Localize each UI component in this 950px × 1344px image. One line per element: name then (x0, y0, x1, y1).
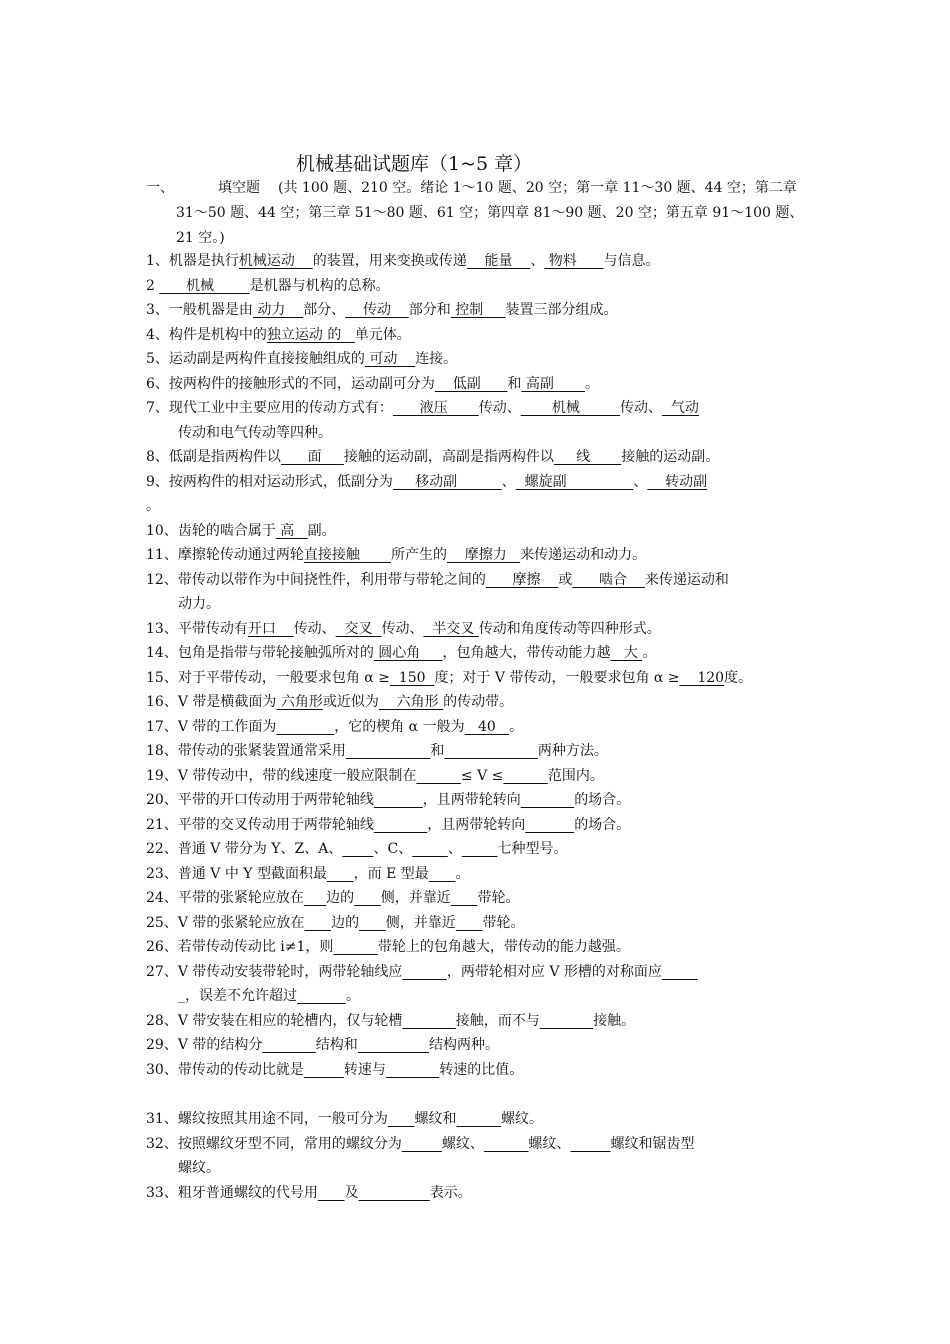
answer-blank (444, 743, 537, 759)
question-text: 表示。 (429, 1184, 472, 1201)
question-text: 11、摩擦轮传动通过两轮 (146, 547, 304, 563)
answer-blank (570, 1136, 610, 1152)
question-text: 7、现代工业中主要应用的传动方式有： (146, 400, 393, 416)
question-text: 5、运动副是两构件直接接触组成的 (146, 351, 365, 367)
question-text: 。 (642, 645, 657, 661)
question-text: 和 (507, 375, 522, 392)
question-text: 4、构件是机构中的 (146, 326, 267, 343)
question-text: 19、V 带传动中，带的线速度一般应限制在 (146, 767, 417, 784)
answer-blank: 可动 (364, 351, 416, 367)
answer-blank (297, 988, 346, 1004)
answer-blank (374, 817, 427, 833)
question-text: 传动、 (293, 620, 336, 637)
question-item (146, 372, 826, 397)
question-text: 螺纹、 (441, 1135, 484, 1152)
question-continuation (146, 494, 826, 519)
question-text: 、 (530, 253, 545, 269)
question-item (146, 347, 826, 372)
answer-blank: 转动副 (647, 473, 708, 490)
question-text: 3、一般机器是由 (146, 302, 253, 318)
answer-blank: 高副 (521, 375, 586, 392)
answer-blank (318, 1185, 345, 1201)
question-text: 转速的比值。 (439, 1061, 524, 1078)
section-header (146, 176, 826, 251)
question-item (146, 274, 826, 299)
question-text: 两种方法。 (537, 743, 608, 759)
answer-blank: 150 (389, 669, 435, 686)
answer-blank (374, 792, 423, 808)
answer-blank (402, 964, 447, 980)
answer-blank (304, 1062, 344, 1078)
answer-blank: 机械运动 (238, 253, 313, 269)
question-text: 。 (455, 865, 470, 882)
answer-blank: 动力 (252, 302, 304, 318)
question-item (146, 641, 826, 666)
question-text: 8、低副是指两构件以 (146, 449, 281, 465)
answer-blank: 半交叉 (423, 620, 479, 637)
answer-blank: 摩擦 (485, 571, 559, 588)
question-text: 带轮。 (477, 890, 520, 906)
section-number: 一、 (146, 180, 174, 196)
question-text: 、 (447, 841, 462, 857)
question-text: 接触。 (593, 1012, 636, 1029)
question-text: 或 (558, 571, 573, 588)
question-text: ，而 E 型最 (353, 865, 429, 882)
answer-blank (386, 1062, 439, 1078)
question-text: 22、普通 V 带分为 Y、Z、A、 (146, 841, 343, 857)
answer-blank: 传动 (345, 302, 409, 318)
answer-blank (388, 1111, 415, 1127)
question-item (146, 249, 826, 274)
question-continuation (146, 1156, 826, 1181)
section-line-1 (146, 176, 826, 201)
question-item (146, 1132, 826, 1157)
answer-blank (525, 817, 574, 833)
question-item (146, 764, 826, 789)
question-text: 24、平带的张紧轮应放在 (146, 890, 304, 906)
question-text: 的装置，用来变换或传递 (312, 253, 467, 269)
question-continuation (146, 984, 826, 1009)
question-text: 边的 (326, 890, 355, 906)
answer-blank (412, 841, 448, 857)
question-item (146, 666, 826, 691)
question-item (146, 788, 826, 813)
answer-blank (540, 1013, 593, 1029)
question-text: 单元体。 (354, 326, 411, 343)
question-item (146, 470, 826, 495)
question-text: 17、V 带的工作面为 (146, 718, 277, 735)
answer-blank: 高 (275, 522, 308, 539)
question-text: 28、V 带安装在相应的轮槽内，仅与轮槽 (146, 1012, 403, 1029)
question-item (146, 960, 826, 985)
question-item (146, 690, 826, 715)
question-text: 螺纹。 (178, 1160, 220, 1176)
question-text: 与信息。 (603, 253, 660, 269)
question-text: 33、粗牙普通螺纹的代号用 (146, 1184, 318, 1201)
question-item (146, 519, 826, 544)
question-text: 结构两种。 (428, 1037, 499, 1053)
question-item (146, 1058, 826, 1083)
section-description-3: 21 空。) (176, 230, 225, 246)
question-item (146, 323, 826, 348)
section-description-1: (共 100 题、210 空。绪论 1～10 题、20 空；第一章 11～30 题、44 空；第二章 (278, 180, 797, 196)
answer-blank: 直接接触 (303, 547, 391, 563)
question-text: 螺纹和锯齿型 (610, 1135, 695, 1152)
answer-blank: 物料 (544, 253, 604, 269)
question-text: ，包角越大，带传动能力越 (442, 645, 611, 661)
answer-blank: 移动副 (392, 473, 502, 490)
answer-blank (304, 915, 331, 931)
question-text: 31、螺纹按照其用途不同，一般可分为 (146, 1111, 388, 1127)
question-item (146, 886, 826, 911)
question-text: 30、带传动的传动比就是 (146, 1061, 304, 1078)
question-text: 的传动带。 (443, 694, 514, 710)
question-text: 9、按两构件的相对运动形式，低副分为 (146, 473, 393, 490)
question-text: ≤ V ≤ (460, 767, 504, 784)
question-text: 部分和 (408, 302, 451, 318)
answer-blank (262, 1037, 315, 1053)
question-text: 的场合。 (574, 816, 631, 833)
question-item (146, 396, 826, 421)
question-text: 接触，而不与 (455, 1012, 540, 1029)
question-text: 螺纹、 (528, 1135, 571, 1152)
question-text: 转速与 (343, 1061, 386, 1078)
question-item (146, 1107, 826, 1132)
question-item (146, 543, 826, 568)
question-text: 及 (344, 1184, 359, 1201)
answer-blank (358, 1037, 429, 1053)
answer-blank (346, 743, 431, 759)
question-text: 传动、 (381, 620, 424, 637)
question-text: 25、V 带的张紧轮应放在 (146, 914, 305, 931)
question-text: 13、平带传动有 (146, 620, 248, 637)
answer-blank (359, 1185, 430, 1201)
question-text: 七种型号。 (497, 841, 568, 857)
answer-blank: 啮合 (572, 571, 645, 588)
question-text: 27、V 带传动安装带轮时，两带轮轴线应 (146, 963, 403, 980)
answer-blank: 面 (280, 449, 344, 465)
answer-blank: 开口 (247, 620, 294, 637)
question-text: 12、带传动以带作为中间挠性件，利用带与带轮之间的 (146, 571, 486, 588)
question-text: 接触的运动副。 (621, 449, 720, 465)
question-text: 所产生的 (390, 547, 447, 563)
question-text: 传动、 (619, 400, 662, 416)
spacer (146, 1082, 826, 1107)
question-text: 螺纹和 (414, 1111, 457, 1127)
question-text: 度。 (724, 669, 753, 686)
question-text: 接触的运动副，高副是指两构件以 (343, 449, 554, 465)
answer-blank: 液压 (392, 400, 479, 416)
question-text: ，它的楔角 α 一般为 (334, 718, 465, 735)
answer-blank (521, 792, 574, 808)
question-text: 15、对于平带传动，一般要求包角 α ≥ (146, 669, 390, 686)
question-text: 螺纹。 (501, 1111, 544, 1127)
answer-blank: 大 (610, 645, 643, 661)
answer-blank (451, 890, 478, 906)
question-text: 结构和 (315, 1037, 358, 1053)
question-text: 、 (501, 473, 516, 490)
answer-blank (662, 964, 698, 980)
question-item (146, 617, 826, 642)
question-text: 26、若带传动传动比 i≠1，则 (146, 939, 334, 955)
answer-blank: 120 (679, 669, 725, 686)
question-text: 、C、 (373, 841, 413, 857)
question-text: 连接。 (415, 351, 458, 367)
answer-blank: 交叉 (335, 620, 382, 637)
section-name: 填空题 (218, 180, 260, 196)
question-text: 侧，并靠近 (385, 914, 456, 931)
document-title: 机械基础试题库（1~5 章） (296, 153, 533, 175)
question-text: 是机器与机构的总称。 (249, 277, 390, 294)
question-text: 带轮。 (482, 914, 525, 931)
question-text: 21、平带的交叉传动用于两带轮轴线 (146, 816, 374, 833)
answer-blank (402, 1136, 442, 1152)
question-text: 。 (509, 718, 524, 735)
question-text: 装置三部分组成。 (505, 302, 618, 318)
answer-blank (333, 939, 378, 955)
answer-blank: 螺旋副 (515, 473, 634, 490)
section-description-2: 31～50 题、44 空；第三章 51～80 题、61 空；第四章 81～90 题、20 空；第五章 91～100 题、 (176, 205, 804, 221)
answer-blank: 气动 (661, 400, 699, 416)
answer-blank (484, 1136, 529, 1152)
question-item (146, 298, 826, 323)
question-text: 29、V 带的结构分 (146, 1037, 263, 1053)
question-item (146, 739, 826, 764)
question-item (146, 935, 826, 960)
question-text: ，且两带轮转向 (422, 792, 521, 808)
question-text: 23、普通 V 中 Y 型截面积最 (146, 865, 327, 882)
answer-blank (456, 915, 483, 931)
answer-blank: 40 (464, 718, 510, 735)
question-text: 1、机器是执行 (146, 253, 239, 269)
question-text: 来传递运动和 (644, 571, 729, 588)
question-text: 传动、 (478, 400, 521, 416)
question-text: 来传递运动和动力。 (520, 547, 647, 563)
question-text: 传动和电气传动等四种。 (178, 424, 332, 441)
question-text: 2 (146, 277, 160, 294)
answer-blank (276, 719, 334, 735)
question-list (146, 249, 826, 1205)
question-text: ，且两带轮转向 (427, 816, 526, 833)
question-continuation (146, 592, 826, 617)
answer-blank: 六角形 (276, 694, 323, 710)
question-item (146, 568, 826, 593)
answer-blank (327, 866, 354, 882)
question-text: 32、按照螺纹牙型不同，常用的螺纹分为 (146, 1135, 402, 1152)
question-text: ，两带轮相对应 V 形槽的对称面应 (446, 963, 662, 980)
question-text: 、 (633, 473, 648, 490)
question-text: 带轮上的包角越大，带传动的能力越强。 (377, 939, 630, 955)
answer-blank: 低副 (434, 375, 508, 392)
question-item (146, 813, 826, 838)
question-text: 16、V 带是横截面为 (146, 694, 277, 710)
question-item (146, 1181, 826, 1206)
answer-blank: 圆心角 (373, 645, 443, 661)
question-text: 边的 (331, 914, 360, 931)
question-text: 动力。 (178, 596, 220, 612)
question-item (146, 911, 826, 936)
question-text: 和 (430, 743, 445, 759)
question-item (146, 837, 826, 862)
answer-blank: 能量 (466, 253, 531, 269)
question-text: 部分、 (303, 302, 346, 318)
answer-blank (304, 890, 326, 906)
answer-blank (429, 866, 456, 882)
question-item (146, 715, 826, 740)
answer-blank: 控制 (450, 302, 506, 318)
question-text: 14、包角是指带与带轮接触弧所对的 (146, 645, 374, 661)
question-text: 侧，并靠近 (380, 890, 451, 906)
answer-blank (402, 1013, 455, 1029)
question-text: 的场合。 (574, 792, 631, 808)
question-text: 。 (345, 988, 360, 1004)
question-item (146, 862, 826, 887)
answer-blank: 线 (553, 449, 622, 465)
answer-blank: 机械 (159, 277, 250, 294)
answer-blank: 六角形 (378, 694, 444, 710)
question-text: _，误差不允许超过 (178, 988, 297, 1004)
question-text: 20、平带的开口传动用于两带轮轴线 (146, 792, 374, 808)
answer-blank (416, 768, 461, 784)
answer-blank: 独立运动 的 (266, 326, 355, 343)
answer-blank: 摩擦力 (446, 547, 521, 563)
question-item (146, 1033, 826, 1058)
question-text: 传动和角度传动等四种形式。 (478, 620, 661, 637)
question-text: 或近似为 (322, 694, 379, 710)
question-text: 10、齿轮的啮合属于 (146, 522, 276, 539)
answer-blank (462, 841, 498, 857)
question-continuation (146, 421, 826, 446)
question-text: 6、按两构件的接触形式的不同，运动副可分为 (146, 375, 435, 392)
question-text: 度；对于 V 带传动，一般要求包角 α ≥ (434, 669, 680, 686)
question-text: 18、带传动的张紧装置通常采用 (146, 743, 346, 759)
answer-blank (342, 841, 373, 857)
question-text: 。 (585, 375, 600, 392)
question-text: 副。 (307, 522, 336, 539)
question-text: 范围内。 (547, 767, 604, 784)
answer-blank (457, 1111, 502, 1127)
answer-blank: 机械 (520, 400, 620, 416)
question-text: 。 (146, 498, 160, 514)
question-item (146, 1009, 826, 1034)
answer-blank (359, 915, 386, 931)
answer-blank (503, 768, 548, 784)
question-item (146, 445, 826, 470)
answer-blank (354, 890, 381, 906)
